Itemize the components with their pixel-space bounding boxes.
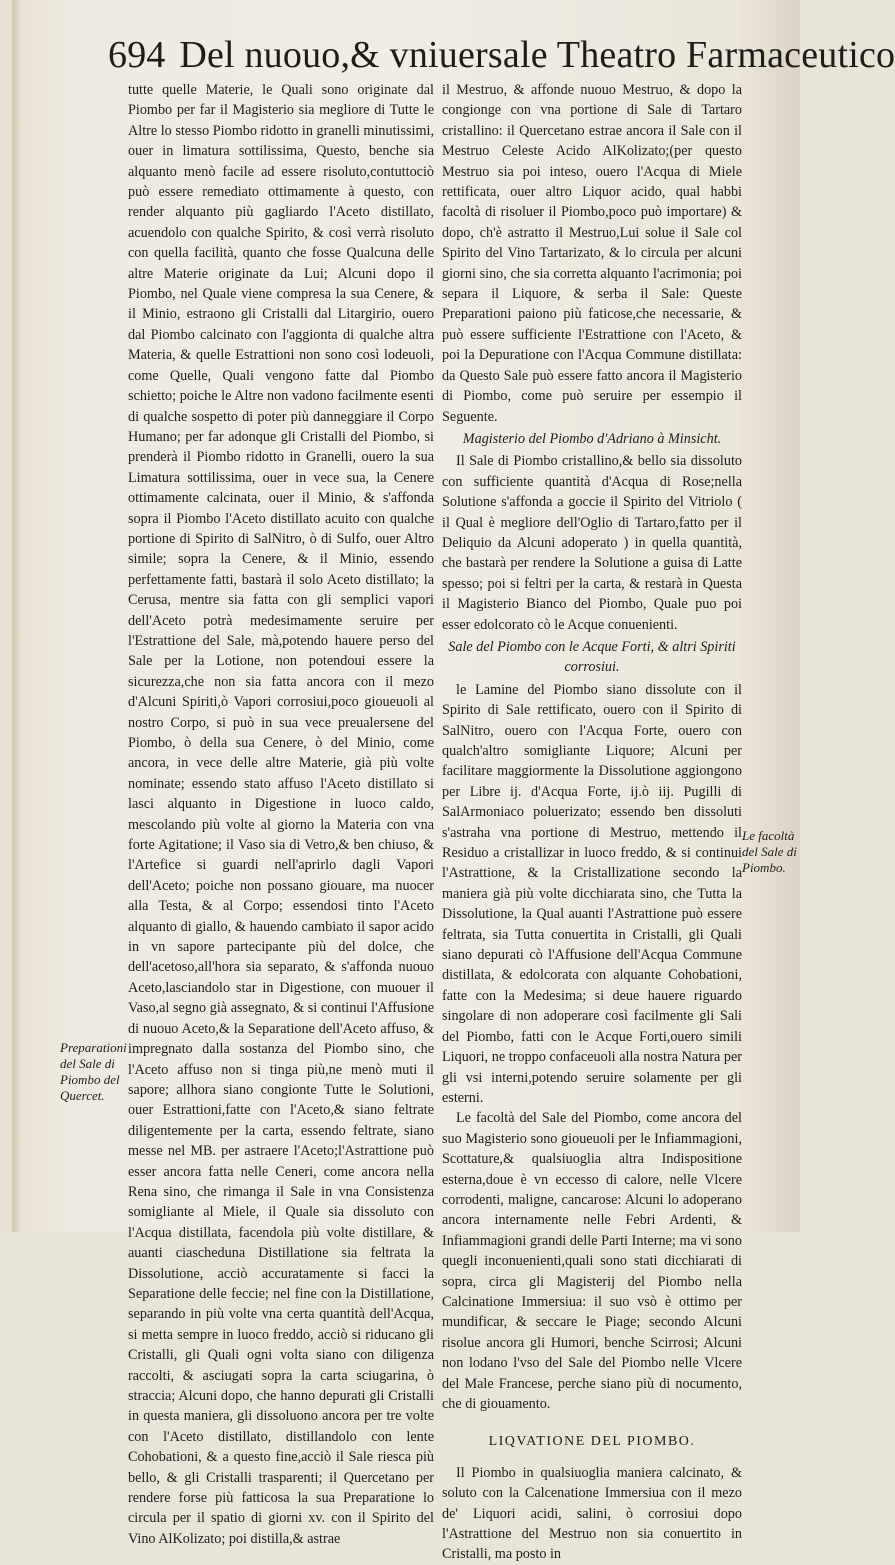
- section-heading-liquatione: LIQVATIONE DEL PIOMBO.: [488, 1434, 696, 1450]
- page-gutter: [12, 0, 20, 1232]
- right-paragraph-2: Il Sale di Piombo cristallino,& bello sia dissoluto con sufficiente quantità d'Acqua di Rose;nella Solutione s'affonda a goccie il Spirito del Vitriolo ( il Qual è megliore dell'Oglio di Tartaro,fatto per il Deliquio da Alcuni adoperato ) in quella quantità, che bastarà per rendere la Solutione a guisa di Latte spesso; poi si feltri per la carta, & restarà in Questa il Magisterio Bianco del Piombo, Quale puo poi esser edolcorato cò le Acque conuenienti.: [442, 453, 742, 633]
- page-number: 694: [108, 34, 166, 76]
- right-paragraph-5: Il Piombo in qualsiuoglia maniera calcinato, & soluto con la Calcenatione Immersiua con il mezo de' Liquori acidi, salini, ò corrosiui dopo l'Astrattione del Mestruo non sia conuertito in Cristalli, ma posto in: [442, 1464, 742, 1563]
- margin-note-right: Le facoltà del Sale di Piombo.: [742, 828, 797, 875]
- margin-note-left: Preparationi del Sale di Piombo del Quercet.: [60, 1040, 127, 1103]
- right-column: [442, 80, 742, 1563]
- right-paragraph-3: le Lamine del Piombo siano dissolute con il Spirito di Sale rettificato, ouero con il Spirito di SalNitro, ouero con l'Acqua Forte, ouero con qualch'altro somigliante Liquore; Alcuni per facilitare maggiormente la Dissolutione aggiongono per Libre ij. d'Acqua Forte, ij.ò iij. Pugilli di SalArmoniaco poluerizato; essendo ben dissoluti s'astraha vna portione di Mestruo, mettendo il Residuo a cristallizar in luoco freddo, & si continui l'Astrattione, & la Cristallizatione secondo la maniera già più volte dicchiarata sino, che Tutta la Dissolutione, la Qual auanti l'Astrattione può essere feltrata, sia Tutta conuertita in Cristalli, gli Quali siano depurati cò l'Affusione dell'Acqua Commune distillata, & edolcorata con alquante Cohobationi, fatte con la Medesima; si deue hauere riguardo singolare di non adoperare così facilmente gli Sali del Piombo, fatti con le Acque Forti,ouero simili Liquori, ne troppo confaceuoli alla nostra Natura per gli vsi interni,potendo seruire solamente per gli esterni.: [442, 681, 742, 1106]
- section-heading-acque-forti: Sale del Piombo con le Acque Forti, & altri Spiriti corrosiui.: [448, 638, 736, 676]
- left-paragraph: tutte quelle Materie, le Quali sono originate dal Piombo per far il Magisterio sia megliore di Tutte le Altre lo stesso Piombo ridotto in granelli minutissimi, ouer in limatura sottilissima, Questo, benche sia alquanto menò facile ad essere risoluto,contuttociò può essere remediato ottimamente à questo, con render alquanto più gagliardo l'Aceto distillato, acuendolo con qualche Spirito, & così verrà risoluto con quella facilità, quanto che fosse Qualcuna delle altre Materie originate da Lui; Alcuni dopo il Piombo, nel Quale viene compresa la sua Cenere, & il Minio, estraono gli Cristalli dal Litargirio, ouero dal Piombo calcinato con l'aggionta di qualche altra Materia, & quelle Estrattioni non sono così lodeuoli, come Quelle, Quali vengono fatte dal Piombo schietto; poiche le Altre non vadono facilmente esenti di qualche sospetto di poter più danneggiare il Corpo Humano; per far adonque gli Cristalli del Piombo, si prenderà il Piombo ridotto in Granelli, ouero la sua Limatura sottilissima, ouer in vece sua, la Cenere ottimamente calcinata, ouer il Minio, & s'affonda sopra il Piombo l'Aceto distillato acuito con qualche portione di Spirito di SalNitro, ò di Sulfo, ouer Altro simile; sopra la Cenere, & il Minio, essendo perfettamente fatti, bastarà il solo Aceto distillato; la Cerusa, mentre sia fatta con gli semplici vapori dell'Aceto potrà medesimamente seruire per l'Estrattione del Sale, mà,potendo hauere perso del Sale per la Lotione, non potendoui essere la sicurezza,che non sia fatta ancora con il mezo d'Alcuni Spiriti,ò Vapori corrosiui,poco gioueuoli al nostro Corpo, si può in sua vece preualersene del Piombo, ò della sua Cenere, ò del Minio, come ancora, in vece delle altre Materie, già più volte nominate; essendo stato affuso l'Aceto distillato si lasci alquanto in Digestione in luoco caldo, mescolando più volte al giorno la Materia con vna forte Agitatione; il Vaso sia di Vetro,& ben chiuso, & l'Artefice si guardi nell'aprirlo dagli Vapori dell'Aceto; poiche non possano giouare, ma nuocer alla Testa, & al Corpo; essendosi tinto l'Aceto alquanto di giallo, & hauendo cambiato il sapor acido in vn sapore partecipante più del dolce, che dell'acetoso,all'hora sia separato, & s'affonda nuouo Aceto,lasciandolo star in Digestione, con muouer il Vaso,al segno già assegnato, & si continui l'Affusione di nuouo Aceto,& la Separatione dell'Aceto affuso, & impregnato dalla sostanza del Piombo sino, che l'Aceto affuso non si tinga più,ne menò muti il sapore; allhora siano congionte Tutte le Solutioni, ouer Estrattioni,fatte con l'Aceto,& siano feltrate diligentemente per la carta, essendo feltrate, siano messe nel MB. per astraere l'Aceto;l'Astrattione può esser ancora fatta nelle Ceneri, come ancora nella Rena sino, che rimanga il Sale in vna Consistenza somigliante al Miele, il Quale sia dissoluto con l'Acqua distillata, facendola più volte distillare, & auanti ciascheduna Distillatione sia feltrata la Dissolutione, acciò accuratamente si facci la Separatione delle feccie; nel fine con la Distillatione, separando in più volte vna certa quantità dell'Acqua, si metta sempre in luoco freddo, acciò si riducano gli Cristalli, gli Quali ogni volta siano con diligenza raccolti, & asciugati sopra la carta sciugarina, ò straccia; Alcuni dopo, che hanno depurati gli Cristalli in questa maniera, gli dissoluono ancora per tre volte con l'Aceto distillato, distillandolo con lente Cohobationi, & a questo fine,acciò il Sale riesca più bello, & gli Cristalli trasparenti; il Quercetano per rendere forse più fatticosa la sua Preparatione lo circula per il spatio di giorni xv. con il Spirito del Vino AlKolizato; poi distilla,& astrae: [128, 82, 434, 1547]
- left-column: [128, 80, 434, 1547]
- running-header: [108, 30, 895, 80]
- section-heading-magisterio: Magisterio del Piombo d'Adriano à Minsicht.: [462, 430, 722, 447]
- page-title: Del nuouo,& vniuersale Theatro Farmaceutico: [179, 34, 895, 76]
- right-paragraph-4: Le facoltà del Sale del Piombo, come ancora del suo Magisterio sono gioueuoli per le Infiammagioni, Scottature,& qualsiuoglia altra Indispositione esterna,doue è vn eccesso di calore, nelle Vlcere corrodenti, maligne, cancarose: Alcuni lo adoperano ancora internamente nelle Febri Ardenti, & Infiammagioni grandi delle Parti Interne; ma vi sono quegli inconuenienti,quali sono stati dicchiarati di sopra, circa gli Magisterij del Piombo nella Calcinatione Immersiua: il suo vsò è ottimo per mundificar, & seccare le Piage; secondo Alcuni risolue ancora gli Humori, benche Scirrosi; Alcuni non lodano l'vso del Sale del Piombo nelle Vlcere del Male Francese, perche siano più di nocumento, che di giouamento.: [442, 1110, 742, 1412]
- right-paragraph-1: il Mestruo, & affonde nuouo Mestruo, & dopo la congionge con vna portione di Sale di Tartaro cristallino: il Quercetano estrae ancora il Sale con il Mestruo Celeste Acido AlKolizato;(per questo Mestruo sia poi inteso, ouero l'Acqua di Miele rettificata, ouer altro Liquor acido, qual habbi facoltà di risoluer il Piombo,poco può importare) & dopo, ch'è astratto il Mestruo,Lui solue il Sale col Spirito del Vino Tartarizato, & lo circula per alcuni giorni sino, che sia corretta alquanto l'acrimonia; poi separa il Liquore, & serba il Sale: Queste Preparationi paiono più faticose,che necessarie, & può essere sufficiente l'Estrattione con l'Aceto, & poi la Depuratione con l'Acqua Commune distillata: da Questo Sale può essere fatto ancora il Magisterio di Piombo, come può seruire per essempio il Seguente.: [442, 82, 742, 425]
